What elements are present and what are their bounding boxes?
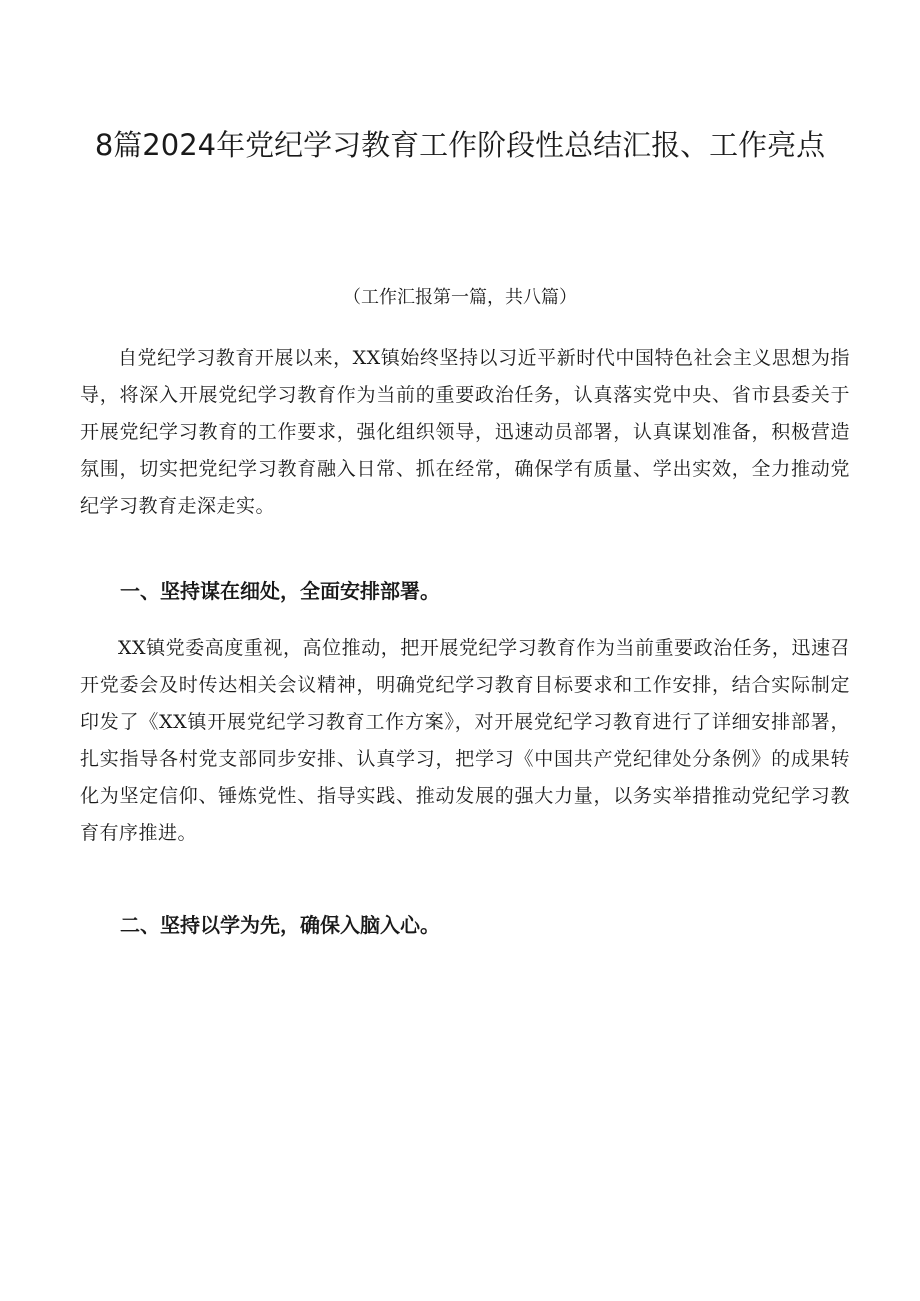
section-heading-1: 一、坚持谋在细处，全面安排部署。 [120, 579, 440, 603]
document-title: 8篇2024年党纪学习教育工作阶段性总结汇报、工作亮点 [94, 128, 826, 162]
intro-paragraph: 自党纪学习教育开展以来，XX镇始终坚持以习近平新时代中国特色社会主义思想为指导，将深入开展党纪学习教育作为当前的重要政治任务，认真落实党中央、省市县委关于开展党纪学习教育的工作要求，强化组织领导，迅速动员部署，认真谋划准备，积极营造氛围，切实把党纪学习教育融入日常、抓在经常，确保学有质量、学出实效，全力推动党纪学习教育走深走实。 [80, 347, 850, 517]
section-1-paragraph: XX镇党委高度重视，高位推动，把开展党纪学习教育作为当前重要政治任务，迅速召开党委会及时传达相关会议精神，明确党纪学习教育目标要求和工作安排，结合实际制定印发了《XX镇开展党纪学习教育工作方案》，对开展党纪学习教育进行了详细安排部署，扎实指导各村党支部同步安排、认真学习，把学习《中国共产党纪律处分条例》的成果转化为坚定信仰、锤炼党性、指导实践、推动发展的强大力量，以务实举措推动党纪学习教育有序推进。 [80, 637, 850, 844]
document-subtitle: （工作汇报第一篇，共八篇） [343, 287, 577, 308]
section-heading-2: 二、坚持以学为先，确保入脑入心。 [120, 913, 440, 937]
